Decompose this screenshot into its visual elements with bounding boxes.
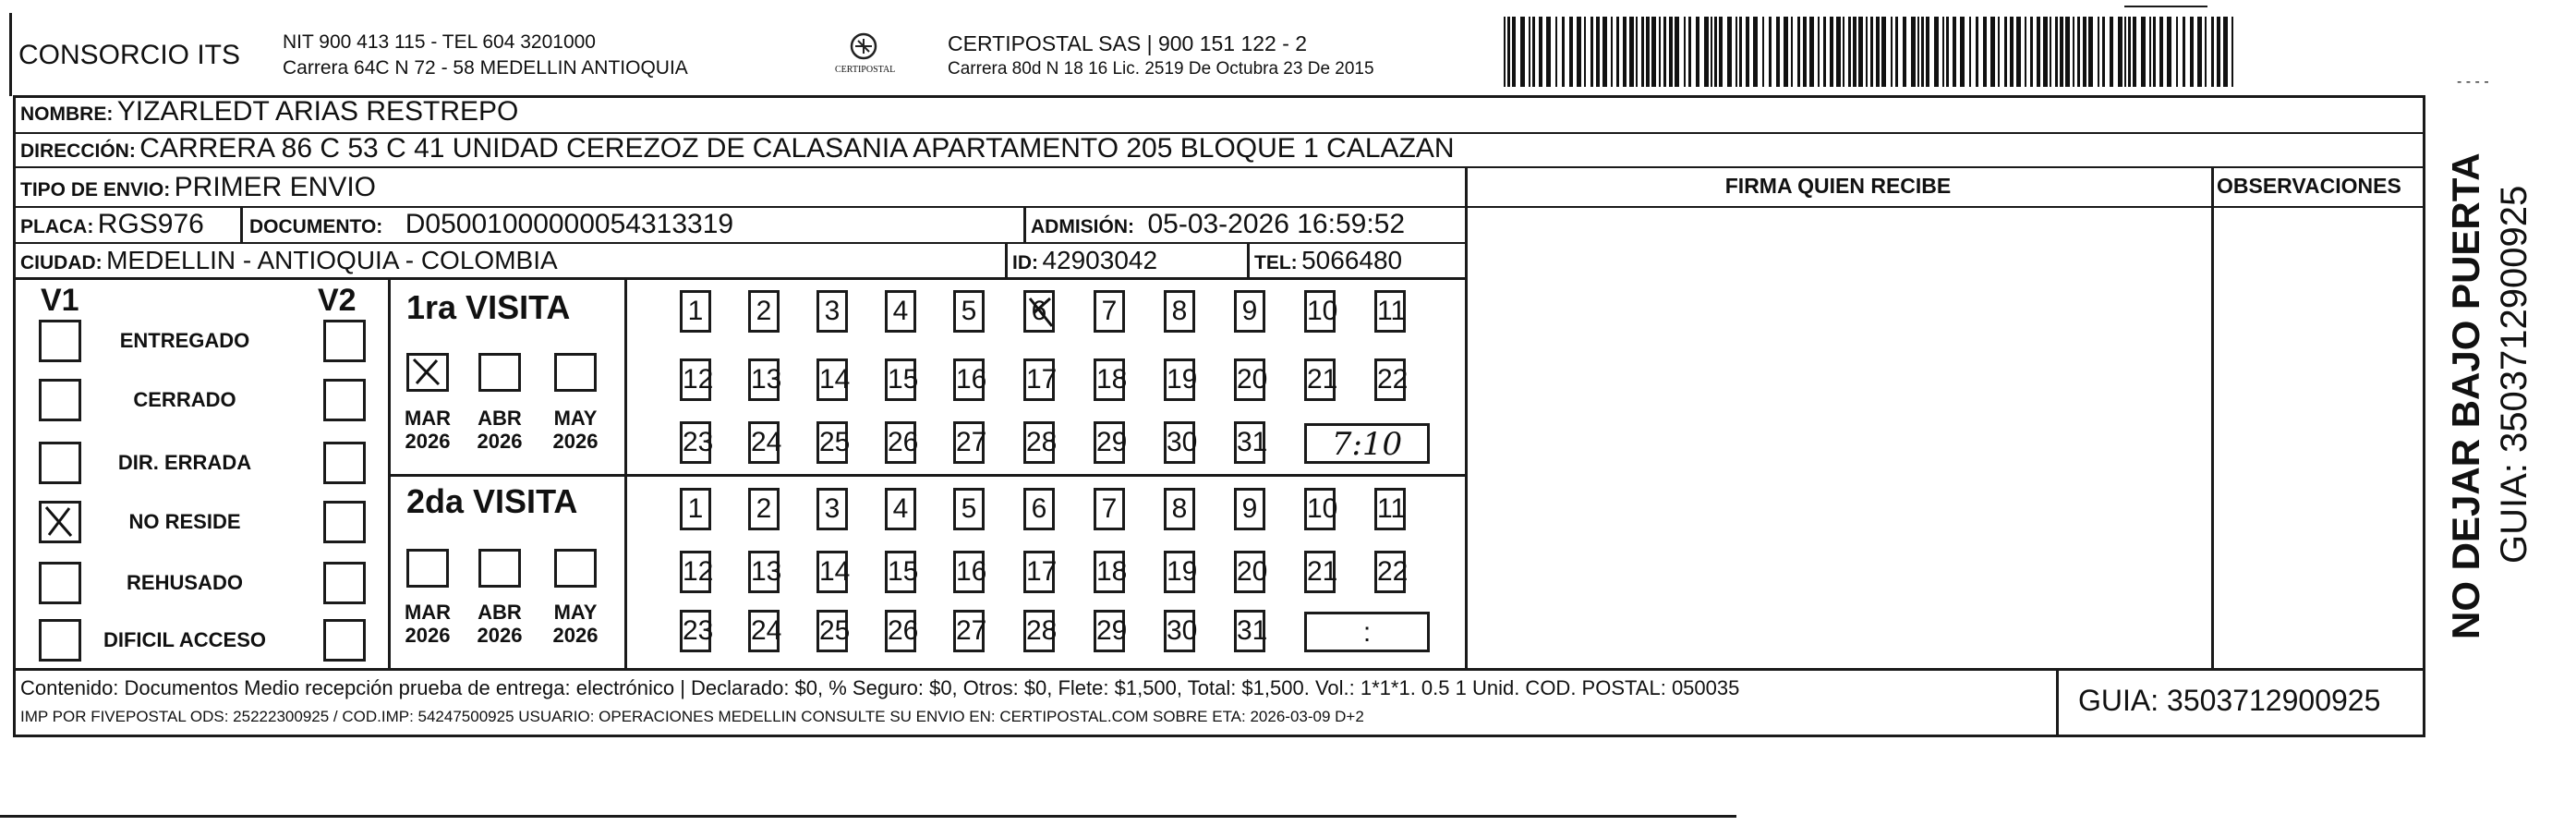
footer-guia-box: GUIA: 3503712900925 xyxy=(2078,684,2381,717)
barcode-bar xyxy=(1512,17,1516,87)
bottom-separator xyxy=(0,815,1736,818)
side-guia: GUIA: 3503712900925 xyxy=(2494,185,2534,564)
second-visit-day-box[interactable]: 7 xyxy=(1094,488,1125,530)
first-visit-day-box[interactable]: 21 xyxy=(1304,358,1336,401)
barcode-bar xyxy=(2141,17,2146,87)
barcode-bar xyxy=(1903,17,1906,87)
barcode-bar xyxy=(1688,17,1691,87)
barcode-bar xyxy=(1555,17,1557,87)
barcode-bar xyxy=(2098,17,2099,87)
first-visit-day-box[interactable]: 7 xyxy=(1094,290,1125,333)
barcode xyxy=(1504,17,2243,87)
barcode-bar xyxy=(2110,17,2113,87)
nombre-value: YIZARLEDT ARIAS RESTREPO xyxy=(116,96,519,127)
admision-label: ADMISIÓN: xyxy=(1031,216,1134,237)
barcode-bar xyxy=(1953,17,1956,87)
second-visit-day-box[interactable]: 31 xyxy=(1234,610,1265,652)
barcode-bar xyxy=(1719,17,1723,87)
barcode-bar xyxy=(2153,17,2156,87)
first-visit-day-box[interactable]: 16 xyxy=(953,358,985,401)
first-visit-day-box[interactable]: 3 xyxy=(816,290,848,333)
admision-field xyxy=(1031,209,1405,240)
second-visit-day-box[interactable]: 4 xyxy=(885,488,916,530)
second-visit-day-box[interactable]: 11 xyxy=(1374,488,1406,530)
barcode-bar xyxy=(1934,17,1939,87)
v2-checkbox[interactable] xyxy=(323,320,366,362)
first-visit-day-box[interactable]: 6 xyxy=(1023,290,1055,333)
barcode-bar xyxy=(1675,17,1679,87)
x-mark-icon xyxy=(409,356,446,389)
placa-field xyxy=(20,209,204,240)
month-label: ABR xyxy=(478,601,522,624)
first-visit-day-box[interactable]: 17 xyxy=(1023,358,1055,401)
barcode-bar xyxy=(2016,17,2021,87)
barcode-bar xyxy=(2211,17,2214,87)
barcode-bar xyxy=(1651,17,1656,87)
first-visit-day-box[interactable]: 26 xyxy=(885,421,916,464)
barcode-bar xyxy=(1803,17,1807,87)
barcode-bar xyxy=(2183,17,2185,87)
barcode-bar xyxy=(1791,17,1793,87)
barcode-bar xyxy=(1735,17,1737,87)
first-visit-day-box[interactable]: 28 xyxy=(1023,421,1055,464)
month-label: MAR xyxy=(404,601,452,624)
v2-checkbox[interactable] xyxy=(323,619,366,662)
day-mark-icon xyxy=(1026,293,1058,335)
v1-header: V1 xyxy=(41,283,79,318)
company-address: Carrera 64C N 72 - 58 MEDELLIN ANTIOQUIA xyxy=(283,57,688,79)
barcode-bar xyxy=(1623,17,1627,87)
no-dejar-bajo-puerta: NO DEJAR BAJO PUERTA xyxy=(2444,152,2487,639)
status-label: REHUSADO xyxy=(127,571,243,594)
second-visit-day-box[interactable]: 26 xyxy=(885,610,916,652)
barcode-bar xyxy=(1539,17,1542,87)
row-line-2 xyxy=(13,166,2424,168)
barcode-bar xyxy=(2077,17,2080,87)
barcode-bar xyxy=(2223,17,2228,87)
barcode-bar xyxy=(1960,17,1965,87)
barcode-bar xyxy=(1853,17,1856,87)
year-label: 2026 xyxy=(405,430,451,453)
second-visit-day-box[interactable]: 13 xyxy=(748,551,780,593)
barcode-bar xyxy=(1769,17,1772,87)
barcode-bar xyxy=(1529,17,1530,87)
barcode-bar xyxy=(1739,17,1742,87)
second-visit-day-box[interactable]: 5 xyxy=(953,488,985,530)
tipo-envio-value: PRIMER ENVIO xyxy=(174,172,377,202)
barcode-bar xyxy=(2043,17,2048,87)
documento-value: D05001000000054313319 xyxy=(405,209,734,239)
barcode-bar xyxy=(2133,17,2136,87)
month-label: MAR xyxy=(404,407,452,430)
barcode-bar xyxy=(1858,17,1863,87)
barcode-bar xyxy=(2159,17,2163,87)
barcode-bar xyxy=(1921,17,1924,87)
v2-checkbox[interactable] xyxy=(323,379,366,421)
first-visit-day-box[interactable]: 5 xyxy=(953,290,985,333)
barcode-bar xyxy=(1843,17,1844,87)
id-divider xyxy=(1005,242,1008,279)
barcode-bar xyxy=(2102,17,2105,87)
ciudad-label: CIUDAD: xyxy=(20,252,103,273)
barcode-bar xyxy=(1611,17,1613,87)
barcode-bar xyxy=(1866,17,1868,87)
barcode-bar xyxy=(1990,17,1995,87)
first-visit-day-box[interactable]: 13 xyxy=(748,358,780,401)
first-visit-day-box[interactable]: 24 xyxy=(748,421,780,464)
year-label: 2026 xyxy=(477,430,523,453)
year-label: 2026 xyxy=(552,624,599,647)
company-nit: NIT 900 413 115 - TEL 604 3201000 xyxy=(283,31,596,53)
barcode-bar xyxy=(1983,17,1987,87)
barcode-bar xyxy=(2176,17,2178,87)
barcode-bar xyxy=(1809,17,1814,87)
barcode-bar xyxy=(2055,17,2058,87)
barcode-bar xyxy=(1870,17,1873,87)
barcode-bar xyxy=(1507,17,1510,87)
row-line-3 xyxy=(13,206,1466,208)
barcode-bar xyxy=(1926,17,1929,87)
barcode-bar xyxy=(2231,17,2233,87)
barcode-bar xyxy=(1942,17,1944,87)
first-visit-day-box[interactable]: 14 xyxy=(816,358,848,401)
header-left-border xyxy=(9,13,12,96)
barcode-bar xyxy=(2037,17,2040,87)
id-label: ID: xyxy=(1012,252,1038,273)
second-visit-day-box[interactable]: 14 xyxy=(816,551,848,593)
barcode-bar xyxy=(2060,17,2063,87)
barcode-bar xyxy=(2205,17,2207,87)
second-visit-month-checkbox[interactable] xyxy=(406,549,449,588)
barcode-bar xyxy=(2050,17,2051,87)
barcode-bar xyxy=(1562,17,1565,87)
status-label: ENTREGADO xyxy=(119,329,250,352)
barcode-bar xyxy=(1629,17,1634,87)
certipostal-logo-text: CERTIPOSTAL xyxy=(835,65,896,75)
footer-imp-line: IMP POR FIVEPOSTAL ODS: 25222300925 / COD.IMP: 54247500925 USUARIO: OPERACIONES MEDELLIN CONSULTE SU ENVIO EN: CERTIPOSTAL.COM SOBRE ETA: 2026-03-09 D+2 xyxy=(20,708,1364,725)
first-visit-month-checkbox[interactable] xyxy=(478,353,521,392)
admision-divider xyxy=(1023,206,1026,243)
barcode-bar xyxy=(2083,17,2086,87)
second-visit-day-box[interactable]: 18 xyxy=(1094,551,1125,593)
first-visit-day-box[interactable]: 29 xyxy=(1094,421,1125,464)
company-name: CONSORCIO ITS xyxy=(18,40,241,70)
second-visit-day-box[interactable]: 9 xyxy=(1234,488,1265,530)
year-label: 2026 xyxy=(477,624,523,647)
info-right-line xyxy=(2423,95,2425,737)
barcode-bar xyxy=(1823,17,1826,87)
footer-content-line: Contenido: Documentos Medio recepción prueba de entrega: electrónico | Declarado: $0, % Seguro: $0, Otros: $0, Flete: $1,500, Total: $1,500. Vol.: 1*1*1. 0.5 1 Unid. COD. POSTAL: 050035 xyxy=(20,676,1740,699)
barcode-bar xyxy=(1746,17,1749,87)
visit-days-divider-2 xyxy=(624,474,627,670)
barcode-bar xyxy=(2025,17,2026,87)
barcode-bar xyxy=(1602,17,1607,87)
info-bottom-line xyxy=(13,735,2424,737)
barcode-bar xyxy=(1684,17,1686,87)
barcode-bar xyxy=(2010,17,2014,87)
barcode-bar xyxy=(1641,17,1644,87)
first-visit-day-box[interactable]: 19 xyxy=(1164,358,1195,401)
barcode-bar xyxy=(2073,17,2074,87)
documento-field xyxy=(249,209,733,240)
firma-header: FIRMA QUIEN RECIBE xyxy=(1724,174,1952,198)
barcode-bar xyxy=(1895,17,1898,87)
v2-checkbox[interactable] xyxy=(323,562,366,604)
second-visit-title: 2da VISITA xyxy=(406,482,578,520)
second-visit-month-checkbox[interactable] xyxy=(478,549,521,588)
barcode-bar xyxy=(1998,17,2000,87)
barcode-bar xyxy=(1669,17,1673,87)
id-value: 42903042 xyxy=(1042,246,1158,274)
direccion-row xyxy=(20,133,1455,164)
second-visit-day-box[interactable]: 1 xyxy=(680,488,711,530)
barcode-bar xyxy=(1836,17,1841,87)
second-visit-day-box[interactable]: 19 xyxy=(1164,551,1195,593)
barcode-bar xyxy=(1848,17,1851,87)
second-visit-day-box[interactable]: 17 xyxy=(1023,551,1055,593)
first-visit-day-box[interactable]: 23 xyxy=(680,421,711,464)
barcode-bar xyxy=(1636,17,1638,87)
top-right-dash xyxy=(2124,6,2207,7)
barcode-bar xyxy=(1714,17,1717,87)
barcode-bar xyxy=(1659,17,1661,87)
barcode-bar xyxy=(1784,17,1788,87)
first-visit-title: 1ra VISITA xyxy=(406,288,571,326)
second-visit-day-box[interactable]: 30 xyxy=(1164,610,1195,652)
first-visit-day-box[interactable]: 20 xyxy=(1234,358,1265,401)
barcode-bar xyxy=(1891,17,1893,87)
tel-field xyxy=(1254,246,1402,275)
barcode-bar xyxy=(1616,17,1619,87)
barcode-bar xyxy=(1727,17,1732,87)
barcode-bar xyxy=(1520,17,1525,87)
v2-checkbox[interactable] xyxy=(323,442,366,484)
status-label: DIFICIL ACCESO xyxy=(103,628,266,651)
nombre-row xyxy=(20,96,518,128)
documento-label: DOCUMENTO: xyxy=(249,216,383,237)
barcode-bar xyxy=(1504,17,1506,87)
first-visit-day-box[interactable]: 25 xyxy=(816,421,848,464)
first-visit-day-box[interactable]: 8 xyxy=(1164,290,1195,333)
first-visit-day-box[interactable]: 1 xyxy=(680,290,711,333)
placa-label: PLACA: xyxy=(20,216,94,237)
v2-checkbox[interactable] xyxy=(323,501,366,543)
first-visit-day-box[interactable]: 31 xyxy=(1234,421,1265,464)
status-label: NO RESIDE xyxy=(128,510,241,533)
first-visit-day-box[interactable]: 22 xyxy=(1374,358,1406,401)
admision-value: 05-03-2026 16:59:52 xyxy=(1147,209,1406,239)
barcode-bar xyxy=(1532,17,1535,87)
barcode-bar xyxy=(2167,17,2171,87)
barcode-bar xyxy=(1546,17,1551,87)
first-visit-month-checkbox[interactable] xyxy=(406,353,449,392)
month-label: ABR xyxy=(478,407,522,430)
certipostal-logo-icon xyxy=(822,28,905,83)
barcode-bar xyxy=(1797,17,1800,87)
firma-left-line xyxy=(1465,166,1468,670)
ciudad-value: MEDELLIN - ANTIOQUIA - COLOMBIA xyxy=(106,246,558,274)
barcode-bar xyxy=(1776,17,1780,87)
observaciones-header: OBSERVACIONES xyxy=(2217,174,2401,198)
barcode-bar xyxy=(1569,17,1573,87)
second-visit-day-box[interactable]: 8 xyxy=(1164,488,1195,530)
second-visit-day-box[interactable]: 3 xyxy=(816,488,848,530)
year-label: 2026 xyxy=(405,624,451,647)
footer-guia-divider xyxy=(2056,668,2059,736)
barcode-bar xyxy=(1663,17,1666,87)
year-label: 2026 xyxy=(552,430,599,453)
barcode-bar xyxy=(1646,17,1650,87)
barcode-bar xyxy=(1704,17,1709,87)
id-field xyxy=(1012,246,1157,275)
month-label: MAY xyxy=(553,601,598,624)
obs-header-line xyxy=(1465,206,2424,208)
second-visit-day-box[interactable]: 27 xyxy=(953,610,985,652)
barcode-bar xyxy=(2128,17,2131,87)
second-visit-day-box[interactable]: 12 xyxy=(680,551,711,593)
month-label: MAY xyxy=(553,407,598,430)
barcode-bar xyxy=(1917,17,1919,87)
first-visit-day-box[interactable]: 15 xyxy=(885,358,916,401)
first-visit-day-box[interactable]: 2 xyxy=(748,290,780,333)
second-visit-day-box[interactable]: 24 xyxy=(748,610,780,652)
nombre-label: NOMBRE: xyxy=(20,103,114,125)
obs-left-line xyxy=(2211,166,2214,670)
barcode-bar xyxy=(2118,17,2122,87)
barcode-bar xyxy=(1881,17,1886,87)
second-visit-day-box[interactable]: 20 xyxy=(1234,551,1265,593)
second-visit-day-box[interactable]: 6 xyxy=(1023,488,1055,530)
first-visit-day-box[interactable]: 4 xyxy=(885,290,916,333)
second-visit-day-box[interactable]: 29 xyxy=(1094,610,1125,652)
barcode-bar xyxy=(2124,17,2126,87)
barcode-bar xyxy=(2217,17,2220,87)
barcode-bar xyxy=(1818,17,1820,87)
barcode-bar xyxy=(2030,17,2033,87)
tel-label: TEL: xyxy=(1254,252,1298,273)
barcode-bar xyxy=(1696,17,1699,87)
first-visit-time-box[interactable]: 7:10 xyxy=(1304,423,1430,464)
certipostal-logo xyxy=(822,28,905,83)
barcode-bar xyxy=(1762,17,1764,87)
barcode-bar xyxy=(2190,17,2194,87)
second-visit-day-box[interactable]: 22 xyxy=(1374,551,1406,593)
first-visit-day-box[interactable]: 30 xyxy=(1164,421,1195,464)
tipo-envio-label: TIPO DE ENVIO: xyxy=(20,179,171,200)
barcode-bar xyxy=(1711,17,1712,87)
visit-divider xyxy=(388,474,1467,477)
first-visit-day-box[interactable]: 11 xyxy=(1374,290,1406,333)
barcode-bar xyxy=(2065,17,2070,87)
barcode-bar xyxy=(2149,17,2151,87)
second-visit-month-checkbox[interactable] xyxy=(554,549,597,588)
first-visit-day-box[interactable]: 9 xyxy=(1234,290,1265,333)
first-visit-day-box[interactable]: 10 xyxy=(1304,290,1336,333)
barcode-bar xyxy=(1911,17,1916,87)
barcode-bar xyxy=(1946,17,1949,87)
barcode-bar xyxy=(1584,17,1586,87)
barcode-bar xyxy=(2004,17,2007,87)
status-label: DIR. ERRADA xyxy=(117,451,252,474)
direccion-value: CARRERA 86 C 53 C 41 UNIDAD CEREZOZ DE CALASANIA APARTAMENTO 205 BLOQUE 1 CALAZAN xyxy=(139,133,1455,164)
first-visit-day-box[interactable]: 18 xyxy=(1094,358,1125,401)
first-visit-month-checkbox[interactable] xyxy=(554,353,597,392)
tel-divider xyxy=(1247,242,1250,279)
second-visit-time-box[interactable]: : xyxy=(1304,612,1430,652)
second-visit-day-box[interactable]: 25 xyxy=(816,610,848,652)
footer-top-line xyxy=(13,668,2424,671)
direccion-label: DIRECCIÓN: xyxy=(20,140,136,162)
barcode-bar xyxy=(1976,17,1978,87)
visit-days-divider-1 xyxy=(624,277,627,474)
second-visit-day-box[interactable]: 2 xyxy=(748,488,780,530)
tel-value: 5066480 xyxy=(1301,246,1403,274)
second-visit-day-box[interactable]: 23 xyxy=(680,610,711,652)
certipostal-info-line: CERTIPOSTAL SAS | 900 151 122 - 2 xyxy=(948,31,1308,55)
first-visit-day-box[interactable]: 27 xyxy=(953,421,985,464)
second-visit-day-box[interactable]: 10 xyxy=(1304,488,1336,530)
barcode-bar xyxy=(1876,17,1880,87)
barcode-bar xyxy=(2088,17,2093,87)
v2-header: V2 xyxy=(318,283,357,318)
barcode-bar xyxy=(1753,17,1758,87)
placa-divider xyxy=(240,206,243,243)
second-visit-day-box[interactable]: 21 xyxy=(1304,551,1336,593)
barcode-bar xyxy=(1590,17,1593,87)
second-visit-day-box[interactable]: 28 xyxy=(1023,610,1055,652)
tipo-envio-row xyxy=(20,172,376,203)
second-visit-day-box[interactable]: 15 xyxy=(885,551,916,593)
first-visit-day-box[interactable]: 12 xyxy=(680,358,711,401)
certipostal-address: Carrera 80d N 18 16 Lic. 2519 De Octubra 23 De 2015 xyxy=(948,59,1374,79)
placa-value: RGS976 xyxy=(97,209,204,239)
barcode-bar xyxy=(1596,17,1600,87)
barcode-bar xyxy=(1830,17,1833,87)
status-label: CERRADO xyxy=(133,388,236,411)
barcode-bar xyxy=(1577,17,1581,87)
second-visit-day-box[interactable]: 16 xyxy=(953,551,985,593)
barcode-bar xyxy=(2197,17,2202,87)
barcode-bar xyxy=(1969,17,1971,87)
side-dash-mark: - - - - xyxy=(2457,74,2489,90)
ciudad-field xyxy=(20,246,558,275)
